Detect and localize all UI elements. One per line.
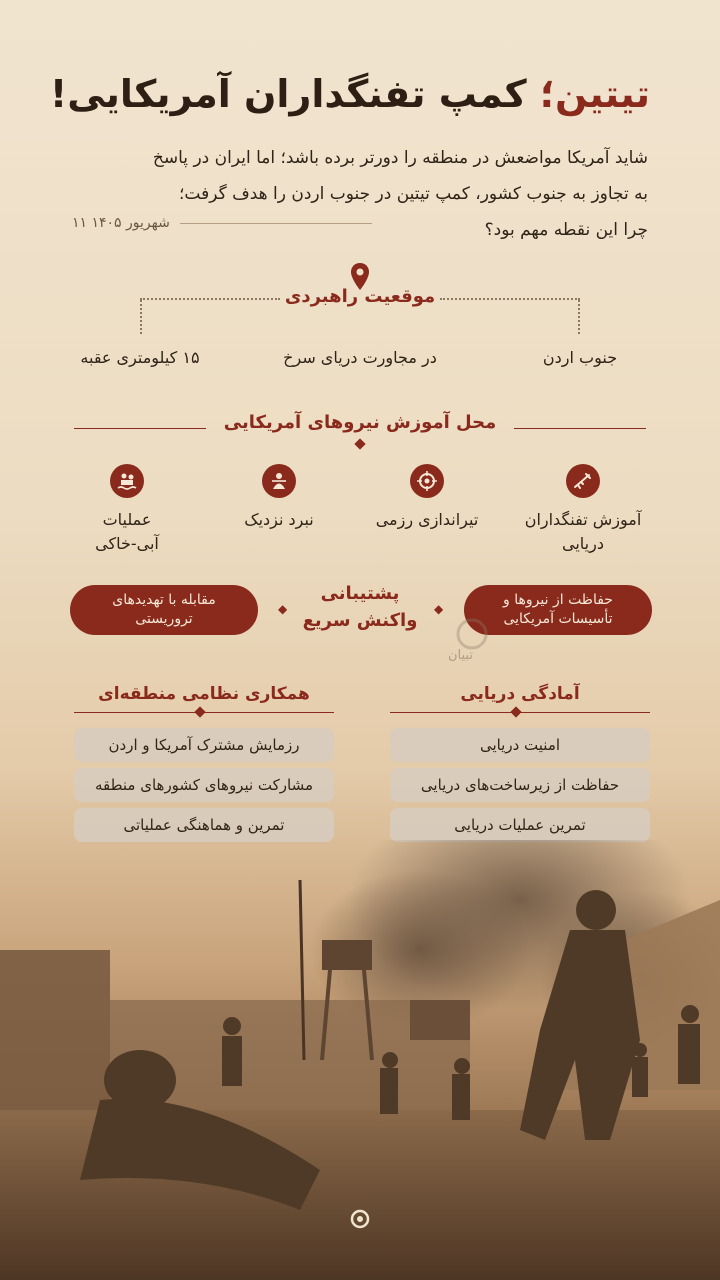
diamond-marker — [354, 438, 365, 449]
support-pill-right: حفاظت از نیروها و تأسیسات آمریکایی — [464, 585, 652, 635]
location-item: جنوب اردن — [542, 348, 618, 367]
target-icon — [410, 464, 444, 498]
training-label: نبرد نزدیک — [244, 510, 314, 529]
training-title: محل آموزش نیروهای آمریکایی — [223, 412, 497, 433]
intro-line: به تجاوز به جنوب کشور، کمپ تیتین در جنوب اردن را هدف گرفت؛ — [178, 184, 648, 204]
naval-item: تمرین عملیات دریایی — [390, 808, 650, 842]
publish-date: ۱۱ شهریور ۱۴۰۵ — [72, 215, 170, 231]
regional-title: همکاری نظامی منطقه‌ای — [98, 684, 310, 704]
training-divider-left — [74, 428, 206, 429]
intro-line: شاید آمریکا مواضعش در منطقه را دورتر برده باشد؛ اما ایران در پاسخ — [152, 148, 648, 168]
location-title: موقعیت راهبردی — [284, 286, 436, 307]
watermark-logo-icon — [442, 612, 502, 672]
regional-item: تمرین و هماهنگی عملیاتی — [74, 808, 334, 842]
combat-icon — [262, 464, 296, 498]
regional-item: رزمایش مشترک آمریکا و اردن — [74, 728, 334, 762]
intro-line: چرا این نقطه مهم بود؟ — [484, 220, 648, 240]
training-label: آموزش تفنگداران دریایی — [524, 510, 642, 553]
support-center: پشتیبانی واکنش سریع — [302, 583, 418, 631]
naval-item: امنیت دریایی — [390, 728, 650, 762]
date-row — [72, 210, 372, 236]
title-accent: تیتین؛ — [539, 72, 650, 116]
arrow-icon: ◆ — [434, 602, 444, 616]
location-connector — [140, 300, 142, 334]
training-label: عملیات آبی-خاکی — [95, 510, 159, 553]
amphibious-icon — [110, 464, 144, 498]
support-pill-left: مقابله با تهدیدهای تروریستی — [70, 585, 258, 635]
training-label: تیراندازی رزمی — [375, 510, 479, 529]
naval-item: حفاظت از زیرساخت‌های دریایی — [390, 768, 650, 802]
rifle-icon — [566, 464, 600, 498]
location-connector — [578, 300, 580, 334]
diamond-marker — [510, 706, 521, 717]
title-rest: کمپ تفنگداران آمریکایی! — [49, 72, 540, 116]
location-item: ۱۵ کیلومتری عقبه — [80, 348, 200, 367]
naval-title: آمادگی دریایی — [460, 684, 580, 704]
watermark-text: تبیان — [448, 648, 473, 663]
date-divider — [180, 223, 372, 224]
arrow-icon: ◆ — [278, 602, 288, 616]
training-divider-right — [514, 428, 646, 429]
brand-logo-icon — [349, 1208, 371, 1230]
location-item: در مجاورت دریای سرخ — [283, 348, 437, 367]
page-title — [50, 72, 650, 116]
diamond-marker — [194, 706, 205, 717]
regional-item: مشارکت نیروهای کشورهای منطقه — [74, 768, 334, 802]
